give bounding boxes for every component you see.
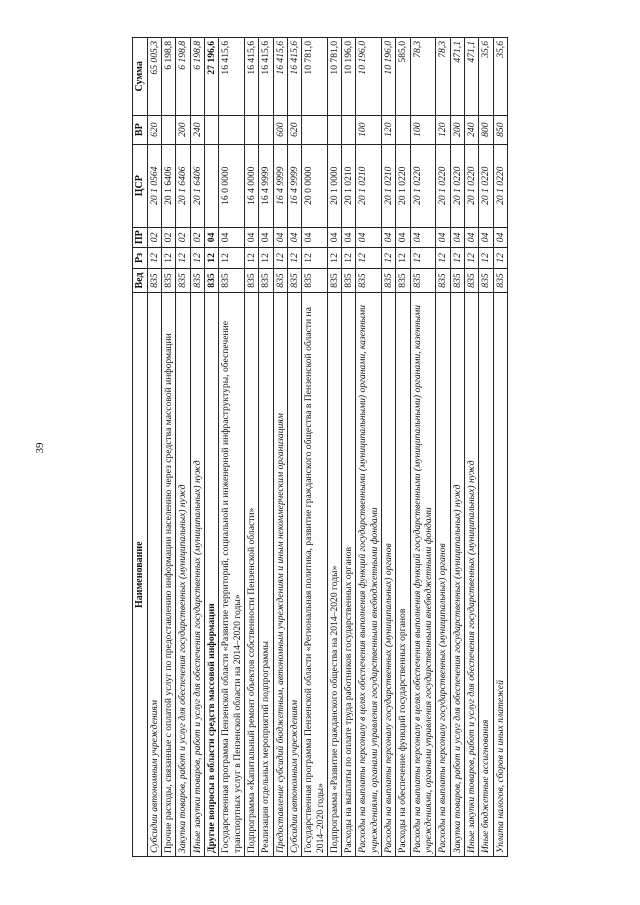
cell-rz: 12 xyxy=(356,248,382,268)
cell-name: Государственная программа Пензенской области «Развитие территорий, социальной и инженерной инфраструктуры, обеспечение транспортных услуг в Пензенской области на 2014–2020 годы» xyxy=(219,293,245,857)
cell-name: Прочие расходы, связанные с оплатой услуг по предоставлению информации населению через средства массовой информации xyxy=(162,293,176,857)
cell-pr: 04 xyxy=(342,227,356,247)
cell-ved: 835 xyxy=(302,268,328,293)
cell-name: Расходы на выплаты персоналу государственных (муниципальных) органов xyxy=(382,293,396,857)
cell-vr: 600 xyxy=(273,115,287,144)
header-vr: ВР xyxy=(133,115,148,144)
cell-name: Иные бюджетные ассигнования xyxy=(479,293,493,857)
cell-sum: 35,6 xyxy=(493,38,507,116)
cell-vr xyxy=(245,115,259,144)
table-row xyxy=(147,38,161,857)
table-row xyxy=(176,38,190,857)
cell-name: Расходы на обеспечение функций государственных органов xyxy=(396,293,410,857)
cell-vr xyxy=(396,115,410,144)
cell-pr: 02 xyxy=(162,227,176,247)
cell-name: Расходы на выплаты по оплате труда работников государственных органов xyxy=(342,293,356,857)
cell-csr: 20 1 0210 xyxy=(342,144,356,227)
cell-pr: 04 xyxy=(245,227,259,247)
cell-csr: 20 1 0220 xyxy=(396,144,410,227)
cell-csr: 20 1 6406 xyxy=(190,144,204,227)
cell-csr: 20 0 0000 xyxy=(302,144,328,227)
cell-pr: 02 xyxy=(190,227,204,247)
cell-name: Закупка товаров, работ и услуг для обеспечения государственных (муниципальных) нужд xyxy=(176,293,190,857)
cell-sum: 16 415,6 xyxy=(219,38,245,116)
cell-rz: 12 xyxy=(382,248,396,268)
cell-csr: 20 1 0000 xyxy=(327,144,341,227)
cell-vr: 120 xyxy=(436,115,450,144)
table-row xyxy=(327,38,341,857)
cell-csr: 20 1 0220 xyxy=(479,144,493,227)
cell-pr: 04 xyxy=(396,227,410,247)
cell-rz: 12 xyxy=(493,248,507,268)
cell-vr: 240 xyxy=(465,115,479,144)
cell-rz: 12 xyxy=(465,248,479,268)
header-ved: Вед xyxy=(133,268,148,293)
table-row xyxy=(259,38,273,857)
cell-ved: 835 xyxy=(382,268,396,293)
cell-vr: 620 xyxy=(147,115,161,144)
cell-pr: 04 xyxy=(450,227,464,247)
header-name: Наименование xyxy=(133,293,148,857)
cell-ved: 835 xyxy=(479,268,493,293)
cell-vr xyxy=(327,115,341,144)
cell-name: Субсидии автономным учреждениям xyxy=(147,293,161,857)
cell-csr: 20 1 0220 xyxy=(465,144,479,227)
cell-vr xyxy=(259,115,273,144)
cell-csr xyxy=(205,144,219,227)
cell-rz: 12 xyxy=(147,248,161,268)
cell-vr: 800 xyxy=(479,115,493,144)
table-header-row xyxy=(133,38,148,857)
cell-sum: 6 198,8 xyxy=(176,38,190,116)
cell-ved: 835 xyxy=(245,268,259,293)
cell-csr: 20 1 0220 xyxy=(450,144,464,227)
header-sum: Сумма xyxy=(133,38,148,116)
cell-vr: 200 xyxy=(450,115,464,144)
cell-pr: 04 xyxy=(259,227,273,247)
cell-rz: 12 xyxy=(219,248,245,268)
cell-csr: 16 4 9999 xyxy=(259,144,273,227)
cell-rz: 12 xyxy=(176,248,190,268)
cell-ved: 835 xyxy=(450,268,464,293)
cell-vr: 850 xyxy=(493,115,507,144)
table-row xyxy=(410,38,436,857)
cell-pr: 04 xyxy=(465,227,479,247)
cell-sum: 16 415,6 xyxy=(259,38,273,116)
cell-rz: 12 xyxy=(190,248,204,268)
cell-vr: 100 xyxy=(410,115,436,144)
cell-rz: 12 xyxy=(162,248,176,268)
cell-vr: 200 xyxy=(176,115,190,144)
cell-csr: 20 1 0220 xyxy=(410,144,436,227)
cell-pr: 04 xyxy=(287,227,301,247)
cell-ved: 835 xyxy=(327,268,341,293)
table-row xyxy=(273,38,287,857)
cell-vr: 240 xyxy=(190,115,204,144)
cell-pr: 04 xyxy=(479,227,493,247)
cell-name: Реализация отдельных мероприятий подпрограммы xyxy=(259,293,273,857)
rotated-page-content xyxy=(132,37,508,857)
cell-sum: 585,0 xyxy=(396,38,410,116)
cell-sum: 16 415,6 xyxy=(287,38,301,116)
cell-csr: 20 1 0220 xyxy=(493,144,507,227)
cell-rz: 12 xyxy=(245,248,259,268)
cell-rz: 12 xyxy=(302,248,328,268)
table-row xyxy=(287,38,301,857)
cell-name: Закупка товаров, работ и услуг для обеспечения государственных (муниципальных) нужд xyxy=(450,293,464,857)
cell-rz: 12 xyxy=(342,248,356,268)
budget-table xyxy=(132,37,508,857)
cell-name: Расходы на выплаты персоналу в целях обеспечения выполнения функций государственными (муниципальными) органами, казенными учреждениями, органами управления государственными внебюджетными фондами xyxy=(410,293,436,857)
table-row xyxy=(356,38,382,857)
cell-rz: 12 xyxy=(479,248,493,268)
cell-csr: 16 4 9999 xyxy=(287,144,301,227)
cell-sum: 78,3 xyxy=(436,38,450,116)
cell-ved: 835 xyxy=(356,268,382,293)
cell-ved: 835 xyxy=(259,268,273,293)
cell-sum: 35,6 xyxy=(479,38,493,116)
cell-csr: 20 1 6406 xyxy=(162,144,176,227)
cell-ved: 835 xyxy=(436,268,450,293)
cell-name: Иные закупки товаров, работ и услуг для обеспечения государственных (муниципальных) нужд xyxy=(190,293,204,857)
table-row xyxy=(162,38,176,857)
table-row xyxy=(190,38,204,857)
cell-csr: 20 1 0210 xyxy=(356,144,382,227)
cell-pr: 04 xyxy=(273,227,287,247)
cell-pr: 04 xyxy=(205,227,219,247)
cell-vr: 100 xyxy=(356,115,382,144)
table-row xyxy=(382,38,396,857)
cell-vr xyxy=(205,115,219,144)
cell-sum: 78,3 xyxy=(410,38,436,116)
cell-rz: 12 xyxy=(205,248,219,268)
cell-name: Подпрограмма «Капитальный ремонт объектов собственности Пензенской области» xyxy=(245,293,259,857)
cell-csr: 20 1 0210 xyxy=(382,144,396,227)
cell-ved: 835 xyxy=(190,268,204,293)
header-pr: ПР xyxy=(133,227,148,247)
table-row xyxy=(342,38,356,857)
cell-pr: 04 xyxy=(410,227,436,247)
cell-name: Государственная программа Пензенской области «Региональная политика, развитие гражданского общества в Пензенской области на 2014–2020 годы» xyxy=(302,293,328,857)
cell-ved: 835 xyxy=(342,268,356,293)
cell-name: Субсидии автономным учреждениям xyxy=(287,293,301,857)
cell-ved: 835 xyxy=(410,268,436,293)
table-row xyxy=(205,38,219,857)
cell-sum: 6 198,8 xyxy=(190,38,204,116)
table-row xyxy=(436,38,450,857)
cell-vr xyxy=(342,115,356,144)
cell-ved: 835 xyxy=(176,268,190,293)
cell-ved: 835 xyxy=(396,268,410,293)
cell-csr: 16 4 0000 xyxy=(245,144,259,227)
cell-sum: 10 196,0 xyxy=(356,38,382,116)
cell-ved: 835 xyxy=(162,268,176,293)
page-number: 39 xyxy=(34,442,46,454)
cell-ved: 835 xyxy=(465,268,479,293)
cell-name: Подпрограмма «Развитие гражданского общества на 2014–2020 годы» xyxy=(327,293,341,857)
cell-sum: 10 196,0 xyxy=(342,38,356,116)
cell-sum: 16 415,6 xyxy=(273,38,287,116)
cell-vr xyxy=(219,115,245,144)
cell-ved: 835 xyxy=(219,268,245,293)
cell-ved: 835 xyxy=(493,268,507,293)
cell-sum: 471,1 xyxy=(465,38,479,116)
cell-sum: 471,1 xyxy=(450,38,464,116)
cell-vr xyxy=(302,115,328,144)
table-row xyxy=(219,38,245,857)
cell-name: Иные закупки товаров, работ и услуг для обеспечения государственных (муниципальных) нужд xyxy=(465,293,479,857)
cell-pr: 04 xyxy=(436,227,450,247)
cell-name: Расходы на выплаты персоналу в целях обеспечения выполнения функций государственными (муниципальными) органами, казенными учреждениями, органами управления государственными внебюджетными фондами xyxy=(356,293,382,857)
cell-csr: 16 4 9999 xyxy=(273,144,287,227)
cell-rz: 12 xyxy=(327,248,341,268)
cell-csr: 20 1 0564 xyxy=(147,144,161,227)
cell-rz: 12 xyxy=(259,248,273,268)
cell-name: Предоставление субсидий бюджетным, автономным учреждениям и иным некоммерческим организациям xyxy=(273,293,287,857)
cell-pr: 02 xyxy=(176,227,190,247)
table-body xyxy=(147,38,507,857)
cell-rz: 12 xyxy=(396,248,410,268)
cell-pr: 04 xyxy=(382,227,396,247)
table-row xyxy=(302,38,328,857)
cell-sum: 65 005,3 xyxy=(147,38,161,116)
table-row xyxy=(245,38,259,857)
cell-csr: 20 1 0220 xyxy=(436,144,450,227)
table-row xyxy=(493,38,507,857)
cell-pr: 04 xyxy=(327,227,341,247)
cell-pr: 04 xyxy=(219,227,245,247)
cell-rz: 12 xyxy=(287,248,301,268)
cell-vr xyxy=(162,115,176,144)
cell-sum: 10 196,0 xyxy=(382,38,396,116)
cell-rz: 12 xyxy=(273,248,287,268)
cell-csr: 20 1 6406 xyxy=(176,144,190,227)
cell-rz: 12 xyxy=(410,248,436,268)
cell-rz: 12 xyxy=(436,248,450,268)
cell-ved: 835 xyxy=(205,268,219,293)
table-row xyxy=(450,38,464,857)
cell-ved: 835 xyxy=(273,268,287,293)
cell-pr: 04 xyxy=(302,227,328,247)
header-rz: Рз xyxy=(133,248,148,268)
cell-vr: 620 xyxy=(287,115,301,144)
table-row xyxy=(479,38,493,857)
cell-pr: 02 xyxy=(147,227,161,247)
cell-pr: 04 xyxy=(493,227,507,247)
cell-csr: 16 0 0000 xyxy=(219,144,245,227)
cell-sum: 27 196,6 xyxy=(205,38,219,116)
cell-name: Другие вопросы в области средств массовой информации xyxy=(205,293,219,857)
cell-sum: 10 781,0 xyxy=(302,38,328,116)
cell-sum: 10 781,0 xyxy=(327,38,341,116)
cell-ved: 835 xyxy=(287,268,301,293)
cell-vr: 120 xyxy=(382,115,396,144)
cell-rz: 12 xyxy=(450,248,464,268)
header-csr: ЦСР xyxy=(133,144,148,227)
table-row xyxy=(396,38,410,857)
cell-name: Расходы на выплаты персоналу государственных (муниципальных) органов xyxy=(436,293,450,857)
cell-sum: 16 415,6 xyxy=(245,38,259,116)
cell-pr: 04 xyxy=(356,227,382,247)
table-row xyxy=(465,38,479,857)
cell-sum: 6 198,8 xyxy=(162,38,176,116)
cell-ved: 835 xyxy=(147,268,161,293)
cell-name: Уплата налогов, сборов и иных платежей xyxy=(493,293,507,857)
